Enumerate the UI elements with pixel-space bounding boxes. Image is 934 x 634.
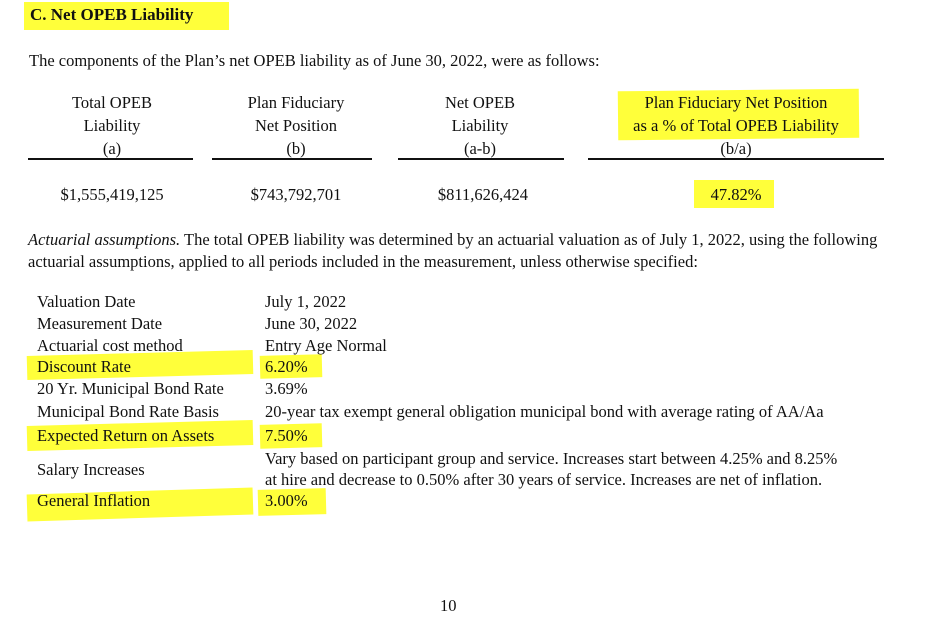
column-header-line: Liability [83, 116, 141, 135]
column-header-line: (a) [102, 139, 122, 158]
assumption-value: 3.69% [265, 379, 308, 398]
column-header-line: Net Position [254, 116, 338, 135]
column-header-line: (b/a) [720, 139, 752, 158]
assumption-value: 20-year tax exempt general obligation municipal bond with average rating of AA/Aa [265, 402, 824, 421]
assumption-label: General Inflation [37, 491, 151, 510]
column-header-percent [590, 91, 882, 160]
column-header-line: Total OPEB [72, 93, 152, 112]
column-rule [212, 158, 372, 160]
assumption-label: Actuarial cost method [37, 336, 183, 355]
assumption-label: Salary Increases [37, 460, 145, 479]
column-header-line: as a % of Total OPEB Liability [633, 116, 839, 135]
column-rule [588, 158, 884, 160]
paragraph-body: The total OPEB liability was determined by an actuarial valuation as of July 1, 2022, using the following actuarial assumptions, applied to all periods included in the measurement, unless otherwise specified: [28, 230, 878, 271]
total-opeb-liability-value: $1,555,419,125 [60, 185, 164, 204]
assumption-value: 6.20% [265, 357, 308, 376]
assumption-label: 20 Yr. Municipal Bond Rate [37, 379, 224, 398]
column-rule [398, 158, 564, 160]
assumption-value: Vary based on participant group and service. Increases start between 4.25% and 8.25% [265, 449, 838, 468]
fiduciary-net-position-value: $743,792,701 [250, 185, 342, 204]
column-header-total-opeb [32, 91, 192, 160]
assumption-value: 3.00% [265, 491, 308, 510]
column-header-line: Plan Fiduciary [247, 93, 345, 112]
assumption-value: June 30, 2022 [265, 314, 358, 333]
assumption-label: Municipal Bond Rate Basis [37, 402, 219, 421]
assumption-value: Entry Age Normal [265, 336, 387, 355]
fiduciary-percent-value: 47.82% [710, 185, 762, 204]
assumption-label: Measurement Date [37, 314, 163, 333]
section-heading: C. Net OPEB Liability [30, 5, 194, 24]
column-rule [28, 158, 193, 160]
column-header-line: Liability [451, 116, 509, 135]
assumption-label: Discount Rate [37, 357, 131, 376]
column-header-net-opeb [400, 91, 560, 160]
column-header-line: Net OPEB [444, 93, 516, 112]
column-header-line: (b) [286, 139, 306, 158]
assumption-value-continued: at hire and decrease to 0.50% after 30 years of service. Increases are net of inflation. [265, 470, 823, 489]
assumption-value: July 1, 2022 [265, 292, 347, 311]
assumption-value: 7.50% [265, 426, 308, 445]
net-opeb-liability-value: $811,626,424 [437, 185, 529, 204]
assumption-label: Valuation Date [37, 292, 136, 311]
page-number: 10 [440, 596, 457, 615]
assumption-label: Expected Return on Assets [37, 426, 215, 445]
column-header-line: (a-b) [463, 139, 497, 158]
column-header-fiduciary-net-position [216, 91, 376, 160]
paragraph-lead: Actuarial assumptions. [28, 230, 181, 249]
intro-sentence: The components of the Plan’s net OPEB liability as of June 30, 2022, were as follows: [29, 51, 600, 70]
actuarial-assumptions-paragraph [28, 229, 908, 273]
column-header-line: Plan Fiduciary Net Position [644, 93, 828, 112]
